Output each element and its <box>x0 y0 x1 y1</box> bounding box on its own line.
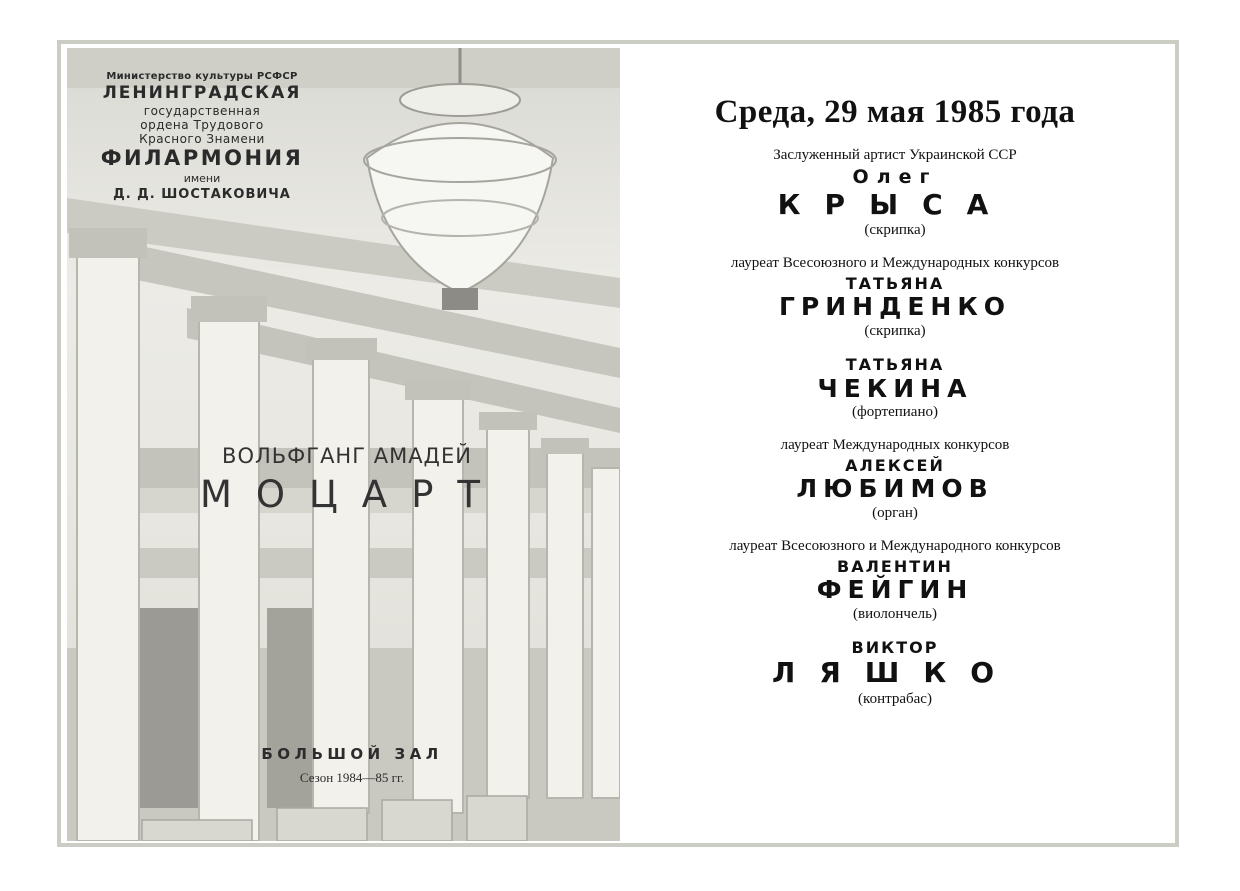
performer-first-name: ТАТЬЯНА <box>845 273 945 293</box>
philharmonic-title: ФИЛАРМОНИЯ <box>100 146 304 170</box>
performer-instrument: (орган) <box>872 505 918 522</box>
ministry-text: Министерство культуры РСФСР <box>106 71 298 82</box>
season-text: Сезон 1984—85 гг. <box>299 770 405 785</box>
city-text: ЛЕНИНГРАДСКАЯ <box>102 83 302 103</box>
performer-block <box>660 255 1130 342</box>
composer-first-name: ВОЛЬФГАНГ АМАДЕЙ <box>222 444 472 468</box>
performer-last-name: ЛЮБИМОВ <box>796 474 994 504</box>
named-text: имени <box>183 172 221 185</box>
performer-first-name: ТАТЬЯНА <box>845 355 945 375</box>
patron-name: Д. Д. ШОСТАКОВИЧА <box>113 187 291 202</box>
cover-panel <box>67 48 620 841</box>
performer-instrument: (скрипка) <box>864 222 926 239</box>
performer-first-name: ВИКТОР <box>851 638 939 658</box>
banner-text: Красного Знамени <box>139 132 265 146</box>
performer-last-name: ЛЯШКО <box>771 656 1019 690</box>
state-text: государственная <box>143 104 261 118</box>
performer-title: лауреат Всесоюзного и Международного конкурсов <box>729 537 1061 554</box>
concert-date: Среда, 29 мая 1985 года <box>714 94 1076 130</box>
performer-first-name: АЛЕКСЕЙ <box>845 456 945 476</box>
philharmonic-header <box>67 72 337 201</box>
performer-instrument: (виолончель) <box>853 605 937 622</box>
performer-first-name: ВАЛЕНТИН <box>837 556 953 576</box>
performer-last-name: ЧЕКИНА <box>817 373 973 403</box>
performer-block <box>660 355 1130 422</box>
performer-instrument: (контрабас) <box>858 690 932 707</box>
performer-block <box>660 538 1130 625</box>
performer-instrument: (фортепиано) <box>852 404 938 421</box>
performer-last-name: КРЫСА <box>777 188 1013 222</box>
hall-name: БОЛЬШОЙ ЗАЛ <box>261 745 443 763</box>
composer-last-name: МОЦАРТ <box>200 473 504 516</box>
performer-block <box>660 437 1130 524</box>
performer-last-name: ФЕЙГИН <box>816 574 974 604</box>
performer-first-name: Олег <box>852 166 938 189</box>
performer-title: лауреат Международных конкурсов <box>780 436 1010 453</box>
performer-block <box>660 147 1130 241</box>
performer-block <box>660 638 1130 709</box>
performer-instrument: (скрипка) <box>864 322 926 339</box>
programme-panel <box>660 96 1130 723</box>
performer-title: лауреат Всесоюзного и Международных конкурсов <box>730 254 1060 271</box>
order-text: ордена Трудового <box>140 118 264 132</box>
performer-title: Заслуженный артист Украинской ССР <box>773 147 1017 163</box>
performer-last-name: ГРИНДЕНКО <box>778 292 1012 322</box>
